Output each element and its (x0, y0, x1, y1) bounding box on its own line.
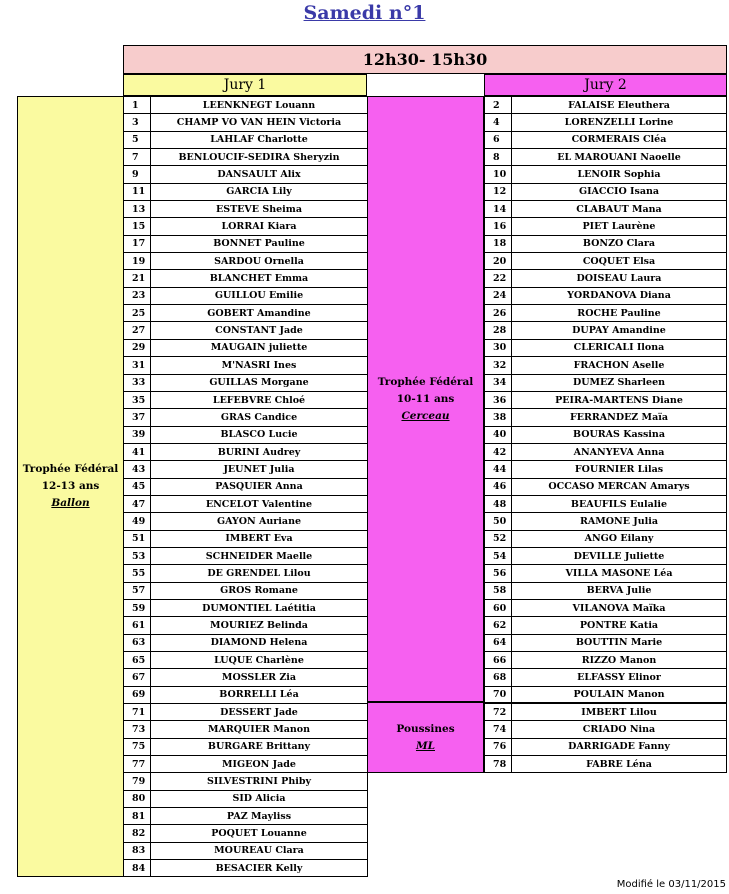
competitor-number: 70 (485, 687, 512, 702)
competitor-number: 52 (485, 531, 512, 547)
competitor-number: 41 (124, 444, 151, 460)
table-row (124, 600, 367, 617)
table-row (124, 409, 367, 426)
competitor-number: 15 (124, 218, 151, 234)
table-row (124, 288, 367, 305)
table-row (485, 565, 726, 582)
competitor-number: 81 (124, 808, 151, 824)
competitor-name: SILVESTRINI Phiby (207, 776, 311, 788)
competitor-name: EL MAROUANI Naoelle (557, 151, 681, 163)
competitor-number: 28 (485, 322, 512, 338)
competitor-name: POULAIN Manon (573, 688, 665, 700)
competitor-number: 20 (485, 253, 512, 269)
table-row (485, 218, 726, 235)
jury1-header: Jury 1 (123, 74, 367, 96)
competitor-number: 7 (124, 149, 151, 165)
table-row (124, 860, 367, 877)
competitor-number: 38 (485, 409, 512, 425)
competitor-name: BURGARE Brittany (207, 741, 311, 753)
table-row (485, 392, 726, 409)
competitor-number: 71 (124, 704, 151, 720)
table-row (485, 409, 726, 426)
competitor-number: 79 (124, 773, 151, 789)
competitor-number: 26 (485, 305, 512, 321)
competitor-number: 27 (124, 322, 151, 338)
table-row (124, 149, 367, 166)
competitor-name: IMBERT Eva (225, 533, 293, 545)
competitor-name: DANSAULT Alix (217, 169, 301, 181)
table-row (124, 132, 367, 149)
table-row (124, 565, 367, 582)
competitor-number: 16 (485, 218, 512, 234)
competitor-number: 62 (485, 617, 512, 633)
table-row (124, 669, 367, 686)
table-row (124, 791, 367, 808)
competitor-number: 73 (124, 721, 151, 737)
competitor-name: FERRANDEZ Maïa (570, 411, 668, 423)
table-row (124, 773, 367, 790)
competitor-number: 8 (485, 149, 512, 165)
table-row (485, 548, 726, 565)
table-row (124, 843, 367, 860)
table-row (485, 652, 726, 669)
competitor-name: PASQUIER Anna (215, 481, 303, 493)
table-row (124, 97, 367, 114)
competitor-name: BLASCO Lucie (220, 429, 298, 441)
competitor-number: 59 (124, 600, 151, 616)
competitor-number: 40 (485, 427, 512, 443)
group-ml-apparatus: ML (415, 739, 435, 752)
table-row (124, 739, 367, 756)
table-row (124, 721, 367, 738)
table-row (124, 635, 367, 652)
competitor-number: 34 (485, 375, 512, 391)
competitor-name: FRACHON Aselle (573, 359, 665, 371)
competitor-name: CRIADO Nina (582, 724, 656, 736)
table-row (485, 635, 726, 652)
competitor-name: GUILLOU Emilie (214, 290, 304, 302)
competitor-number: 82 (124, 825, 151, 841)
competitor-name: GROS Romane (220, 585, 298, 597)
competitor-name: JEUNET Julia (223, 463, 295, 475)
group-cerceau-line1: Trophée Fédéral (377, 375, 474, 388)
competitor-number: 43 (124, 461, 151, 477)
competitor-name: LAHLAF Charlotte (210, 134, 308, 146)
table-row (485, 201, 726, 218)
competitor-number: 68 (485, 669, 512, 685)
table-row (124, 704, 367, 721)
competitor-number: 66 (485, 652, 512, 668)
competitor-name: LORENZELLI Lorine (564, 117, 674, 129)
competitor-number: 51 (124, 531, 151, 547)
competitor-name: VILANOVA Maïka (572, 602, 666, 614)
table-row (485, 288, 726, 305)
competitor-name: ENCELOT Valentine (205, 498, 313, 510)
competitor-number: 67 (124, 669, 151, 685)
competitor-name: ROCHE Pauline (577, 307, 661, 319)
competitor-name: COQUET Elsa (582, 255, 656, 267)
table-row (124, 548, 367, 565)
table-row (485, 669, 726, 686)
group-ballon-line1: Trophée Fédéral (22, 463, 119, 475)
competitor-name: DEVILLE Juliette (573, 550, 665, 562)
competitor-number: 32 (485, 357, 512, 373)
table-row (485, 687, 726, 704)
competitor-number: 3 (124, 114, 151, 130)
competitor-name: FOURNIER Lilas (574, 463, 664, 475)
competitor-number: 1 (124, 97, 151, 113)
competitor-name: YORDANOVA Diana (567, 290, 671, 302)
page-title: Samedi n°1 (303, 2, 426, 24)
competitor-number: 58 (485, 583, 512, 599)
competitor-name: SARDOU Ornella (214, 255, 304, 267)
competitor-name: ANANYEVA Anna (573, 446, 665, 458)
competitor-name: MIGEON Jade (222, 758, 296, 770)
table-row (124, 617, 367, 634)
competitor-name: GRAS Candice (220, 411, 298, 423)
competitor-name: BENLOUCIF-SEDIRA Sheryzin (178, 151, 340, 163)
competitor-number: 24 (485, 288, 512, 304)
competitor-name: BOURAS Kassina (573, 429, 665, 441)
table-row (124, 496, 367, 513)
competitor-number: 36 (485, 392, 512, 408)
competitor-number: 50 (485, 513, 512, 529)
competitor-name: MARQUIER Manon (207, 724, 311, 736)
competitor-name: BONNET Pauline (213, 238, 305, 250)
competitor-number: 10 (485, 166, 512, 182)
table-row (485, 253, 726, 270)
group-cerceau (367, 96, 484, 702)
competitor-number: 42 (485, 444, 512, 460)
group-ml-line1: Poussines (396, 722, 455, 735)
competitor-number: 17 (124, 236, 151, 252)
competitor-name: RAMONE Julia (579, 515, 659, 527)
competitor-number: 76 (485, 739, 512, 755)
competitor-name: MAUGAIN juliette (210, 342, 308, 354)
competitor-number: 12 (485, 184, 512, 200)
competitor-name: GAYON Auriane (216, 515, 302, 527)
competitor-number: 57 (124, 583, 151, 599)
table-row (485, 322, 726, 339)
competitor-name: BONZO Clara (582, 238, 656, 250)
group-cerceau-line2: 10-11 ans (396, 392, 455, 405)
jury2-header: Jury 2 (484, 74, 727, 96)
competitor-number: 11 (124, 184, 151, 200)
competitor-number: 47 (124, 496, 151, 512)
table-row (124, 253, 367, 270)
competitor-number: 69 (124, 687, 151, 703)
table-row (485, 114, 726, 131)
competitor-name: IMBERT Lilou (581, 706, 657, 718)
table-row (485, 357, 726, 374)
competitor-number: 48 (485, 496, 512, 512)
competitor-name: OCCASO MERCAN Amarys (548, 481, 690, 493)
competitor-number: 25 (124, 305, 151, 321)
competitor-name: ELFASSY Elinor (577, 672, 661, 684)
table-row (485, 513, 726, 530)
competitor-number: 65 (124, 652, 151, 668)
competitor-number: 39 (124, 427, 151, 443)
table-row (124, 392, 367, 409)
competitor-number: 29 (124, 340, 151, 356)
table-row (124, 583, 367, 600)
competitor-name: BERVA Julie (586, 585, 652, 597)
competitor-number: 63 (124, 635, 151, 651)
group-cerceau-apparatus: Cerceau (401, 409, 450, 422)
competitor-number: 21 (124, 270, 151, 286)
table-row (485, 132, 726, 149)
competitor-number: 2 (485, 97, 512, 113)
competitor-name: LENOIR Sophia (577, 169, 661, 181)
table-row (124, 305, 367, 322)
table-row (124, 825, 367, 842)
competitor-name: DIAMOND Helena (210, 637, 308, 649)
competitor-name: CHAMP VO VAN HEIN Victoria (176, 117, 342, 129)
competitor-number: 9 (124, 166, 151, 182)
competitor-number: 33 (124, 375, 151, 391)
competitor-name: CLABAUT Mana (576, 203, 662, 215)
table-row (485, 305, 726, 322)
group-ballon (17, 96, 124, 877)
competitor-name: MOUREAU Clara (214, 845, 304, 857)
table-row (124, 114, 367, 131)
competitor-name: ANGO Eilany (584, 533, 654, 545)
competitor-number: 72 (485, 704, 512, 720)
table-row (485, 756, 726, 773)
competitor-name: CORMERAIS Cléa (571, 134, 667, 146)
competitor-number: 55 (124, 565, 151, 581)
group-ml (367, 702, 484, 773)
table-row (485, 375, 726, 392)
table-row (485, 496, 726, 513)
competitor-name: LEFEBVRE Chloé (212, 394, 306, 406)
competitor-number: 23 (124, 288, 151, 304)
competitor-number: 4 (485, 114, 512, 130)
competitor-name: PEIRA-MARTENS Diane (555, 394, 683, 406)
time-slot-header: 12h30- 15h30 (123, 45, 727, 74)
competitor-name: ESTEVE Sheima (216, 203, 302, 215)
competitor-name: FALAISE Eleuthera (568, 99, 670, 111)
table-row (124, 218, 367, 235)
table-row (124, 375, 367, 392)
competitor-name: BESACIER Kelly (215, 863, 303, 875)
competitor-number: 35 (124, 392, 151, 408)
competitor-number: 74 (485, 721, 512, 737)
table-row (485, 149, 726, 166)
table-row (485, 461, 726, 478)
competitor-number: 77 (124, 756, 151, 772)
competitor-name: GARCIA Lily (226, 186, 292, 198)
competitor-name: BORRELLI Léa (219, 689, 299, 701)
competitor-number: 49 (124, 513, 151, 529)
competitor-number: 60 (485, 600, 512, 616)
table-row (124, 201, 367, 218)
table-row (485, 340, 726, 357)
competitor-number: 18 (485, 236, 512, 252)
competitor-name: FABRE Léna (586, 759, 652, 771)
competitor-name: GOBERT Amandine (207, 307, 311, 319)
table-row (124, 322, 367, 339)
jury2-table (484, 96, 727, 773)
table-row (485, 184, 726, 201)
competitor-number: 46 (485, 479, 512, 495)
table-row (124, 444, 367, 461)
table-row (124, 687, 367, 704)
competitor-name: POQUET Louanne (211, 828, 307, 840)
table-row (124, 427, 367, 444)
table-row (124, 479, 367, 496)
competitor-name: PONTRE Katia (579, 619, 659, 631)
table-row (485, 617, 726, 634)
table-row (124, 808, 367, 825)
competitor-name: SCHNEIDER Maelle (205, 550, 313, 562)
competitor-number: 80 (124, 791, 151, 807)
competitor-name: PAZ Mayliss (226, 810, 292, 822)
competitor-number: 13 (124, 201, 151, 217)
table-row (124, 461, 367, 478)
competitor-name: BOUTTIN Marie (575, 637, 663, 649)
table-row (124, 184, 367, 201)
competitor-number: 44 (485, 461, 512, 477)
competitor-number: 37 (124, 409, 151, 425)
competitor-number: 78 (485, 756, 512, 773)
table-row (124, 756, 367, 773)
competitor-name: LUQUE Charlène (214, 654, 304, 666)
competitor-number: 14 (485, 201, 512, 217)
competitor-number: 30 (485, 340, 512, 356)
competitor-number: 5 (124, 132, 151, 148)
table-row (485, 721, 726, 738)
competitor-name: LORRAI Kiara (221, 221, 297, 233)
competitor-number: 61 (124, 617, 151, 633)
table-row (124, 531, 367, 548)
modified-date: Modifié le 03/11/2015 (616, 879, 726, 890)
table-row (485, 583, 726, 600)
table-row (485, 739, 726, 756)
competitor-number: 53 (124, 548, 151, 564)
group-ballon-line2: 12-13 ans (41, 480, 100, 492)
competitor-number: 84 (124, 860, 151, 877)
table-row (485, 97, 726, 114)
table-row (485, 427, 726, 444)
table-row (124, 270, 367, 287)
table-row (485, 166, 726, 183)
table-row (485, 600, 726, 617)
table-row (124, 652, 367, 669)
jury1-table (123, 96, 368, 877)
competitor-number: 83 (124, 843, 151, 859)
competitor-name: GUILLAS Morgane (209, 377, 309, 389)
competitor-number: 31 (124, 357, 151, 373)
competitor-name: SID Alicia (232, 793, 286, 805)
competitor-name: DUMONTIEL Laétitia (202, 602, 316, 614)
table-row (124, 340, 367, 357)
competitor-name: MOSSLER Zia (221, 672, 297, 684)
competitor-number: 56 (485, 565, 512, 581)
table-row (485, 704, 726, 721)
table-row (485, 444, 726, 461)
competitor-name: DOISEAU Laura (576, 273, 662, 285)
group-ballon-apparatus: Ballon (51, 497, 90, 509)
table-row (485, 236, 726, 253)
competitor-name: CONSTANT Jade (215, 325, 303, 337)
table-row (124, 513, 367, 530)
competitor-name: DARRIGADE Fanny (568, 741, 670, 753)
competitor-name: CLERICALI Ilona (573, 342, 665, 354)
competitor-number: 75 (124, 739, 151, 755)
competitor-number: 45 (124, 479, 151, 495)
competitor-name: BEAUFILS Eulalie (570, 498, 668, 510)
competitor-name: RIZZO Manon (581, 654, 657, 666)
competitor-name: DESSERT Jade (220, 706, 298, 718)
competitor-name: DUMEZ Sharleen (572, 377, 666, 389)
competitor-number: 64 (485, 635, 512, 651)
table-row (124, 357, 367, 374)
competitor-name: BURINI Audrey (217, 446, 301, 458)
competitor-name: LEENKNEGT Louann (202, 99, 316, 111)
competitor-name: BLANCHET Emma (209, 273, 309, 285)
competitor-number: 54 (485, 548, 512, 564)
table-row (124, 236, 367, 253)
competitor-name: PIET Laurène (582, 221, 656, 233)
competitor-name: VILLA MASONE Léa (565, 567, 673, 579)
competitor-number: 22 (485, 270, 512, 286)
competitor-name: MOURIEZ Belinda (210, 619, 308, 631)
table-row (485, 531, 726, 548)
table-row (124, 166, 367, 183)
competitor-name: GIACCIO Isana (578, 186, 660, 198)
competitor-name: DUPAY Amandine (572, 325, 666, 337)
table-row (485, 270, 726, 287)
competitor-name: DE GRENDEL Lilou (207, 567, 311, 579)
table-row (485, 479, 726, 496)
competitor-name: M'NASRI Ines (221, 359, 297, 371)
competitor-number: 6 (485, 132, 512, 148)
competitor-number: 19 (124, 253, 151, 269)
